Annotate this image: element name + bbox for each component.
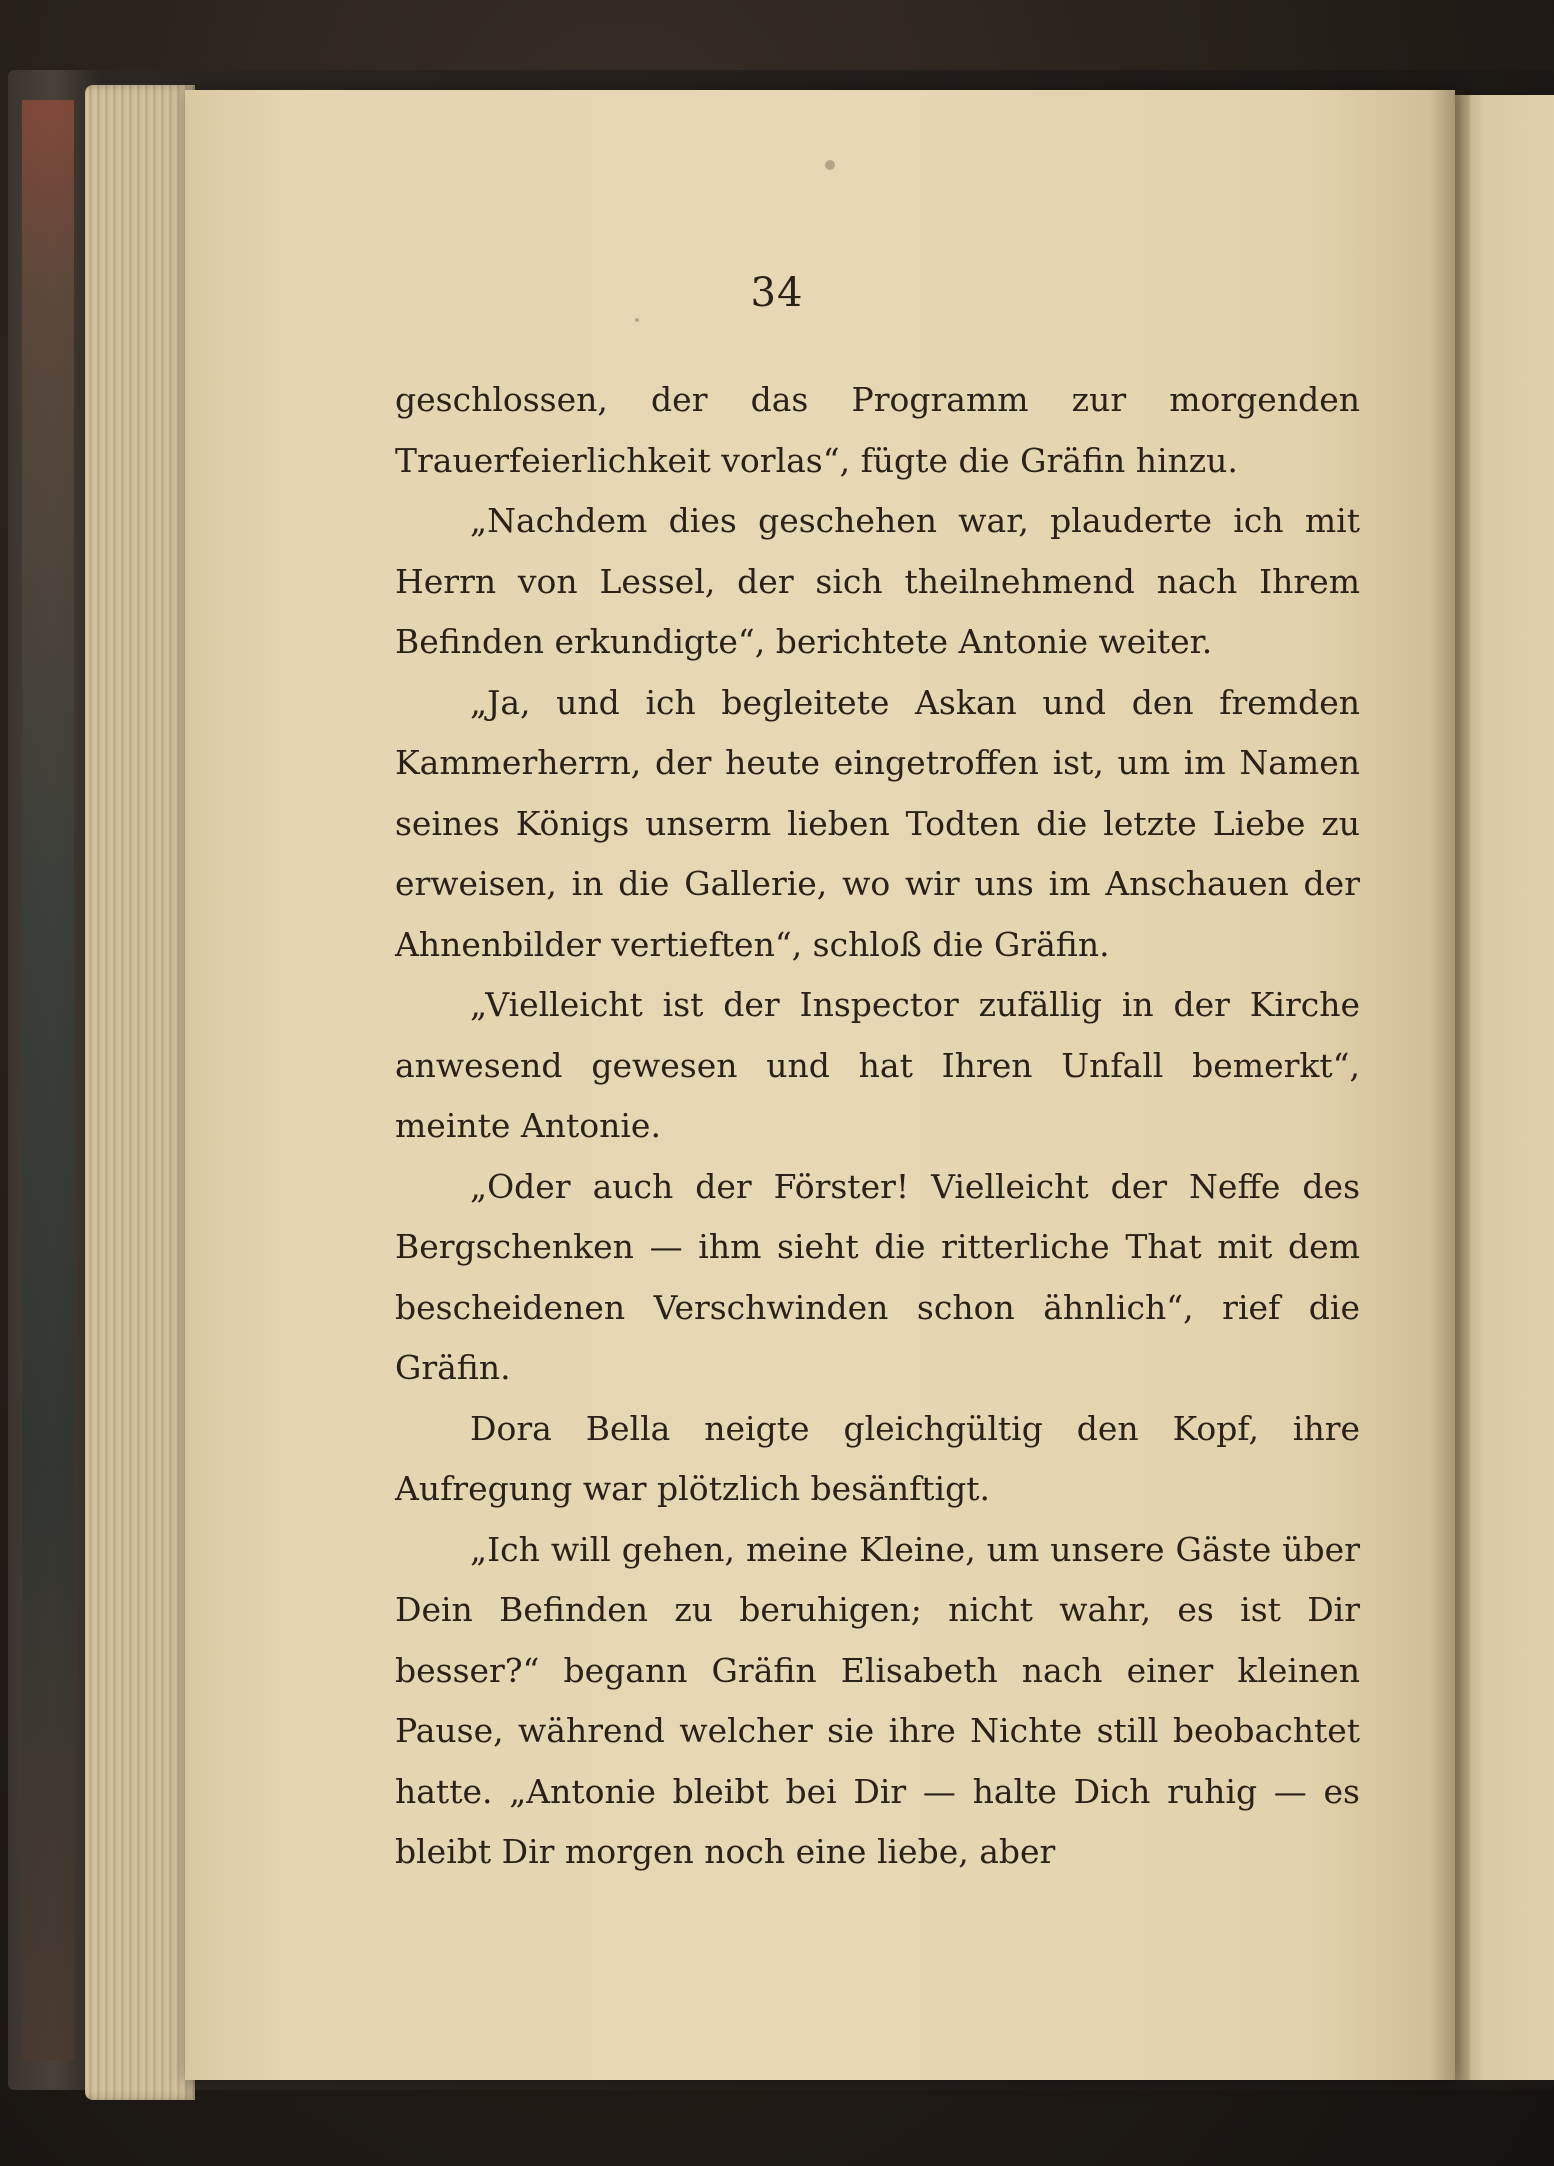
body-text [395, 370, 1360, 1883]
gutter-shadow [1430, 90, 1470, 2080]
page-number: 34 [750, 270, 804, 316]
paragraph: „Vielleicht ist der Inspector zufällig in der Kirche anwesend gewesen und hat Ihren Unfall bemerkt“, meinte Antonie. [395, 985, 1360, 1145]
paper-speck [635, 318, 639, 322]
paragraph: „Ja, und ich begleitete Askan und den fremden Kammerherrn, der heute eingetroffen ist, um im Namen seines Königs unserm lieben Todten die letzte Liebe zu erweisen, in die Gallerie, wo wir uns im Anschauen der Ahnenbilder vertieften“, schloß die Gräfin. [395, 682, 1360, 964]
paragraph: geschlossen, der das Programm zur morgenden Trauerfeierlichkeit vorlas“, fügte die Gräfin hinzu. [395, 380, 1360, 480]
page-edges [85, 85, 195, 2100]
paragraph: Dora Bella neigte gleichgültig den Kopf, ihre Aufregung war plötzlich besänftigt. [395, 1408, 1360, 1508]
book-spine [22, 100, 74, 2060]
paragraph: „Oder auch der Förster! Vielleicht der Neffe des Bergschenken — ihm sieht die ritterliche That mit dem bescheidenen Verschwinden schon ähnlich“, rief die Gräfin. [395, 1166, 1360, 1387]
paper-speck [825, 160, 835, 170]
paragraph: „Ich will gehen, meine Kleine, um unsere Gäste über Dein Befinden zu beruhigen; nicht wahr, es ist Dir besser?“ begann Gräfin Elisabeth nach einer kleinen Pause, während welcher sie ihre Nichte still beobachtet hatte. „Antonie bleibt bei Dir — halte Dich ruhig — es bleibt Dir morgen noch eine liebe, aber [395, 1529, 1360, 1871]
paragraph: „Nachdem dies geschehen war, plauderte ich mit Herrn von Lessel, der sich theilnehmend nach Ihrem Befinden erkundigte“, berichtete Antonie weiter. [395, 501, 1360, 661]
